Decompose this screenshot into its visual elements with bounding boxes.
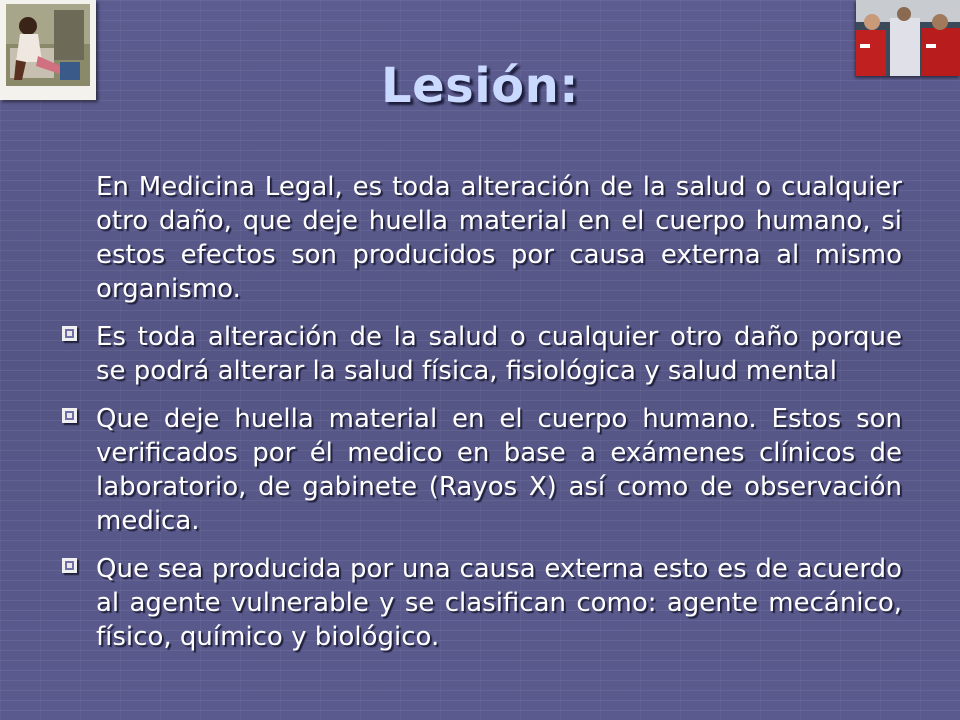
- bullet-item: [62, 402, 902, 538]
- square-bullet-icon: [62, 408, 77, 423]
- bullet-text: Es toda alteración de la salud o cualquier otro daño porque se podrá alterar la salud física, fisiológica y salud mental: [96, 322, 902, 386]
- square-bullet-icon: [62, 558, 77, 573]
- intro-paragraph: En Medicina Legal, es toda alteración de la salud o cualquier otro daño, que deje huella material en el cuerpo humano, si estos efectos son producidos por causa externa al mismo organismo.: [96, 172, 902, 304]
- bullet-item: [62, 552, 902, 654]
- slide-title: Lesión:: [380, 58, 579, 114]
- slide-body: [62, 170, 902, 668]
- bullet-text: Que deje huella material en el cuerpo humano. Estos son verificados por él medico en base a exámenes clínicos de laboratorio, de gabinete (Rayos X) así como de observación medica.: [96, 404, 902, 536]
- square-bullet-icon: [62, 326, 77, 341]
- bullet-item: [62, 320, 902, 388]
- bullet-text: Que sea producida por una causa externa esto es de acuerdo al agente vulnerable y se clasifican como: agente mecánico, físico, químico y biológico.: [96, 554, 902, 652]
